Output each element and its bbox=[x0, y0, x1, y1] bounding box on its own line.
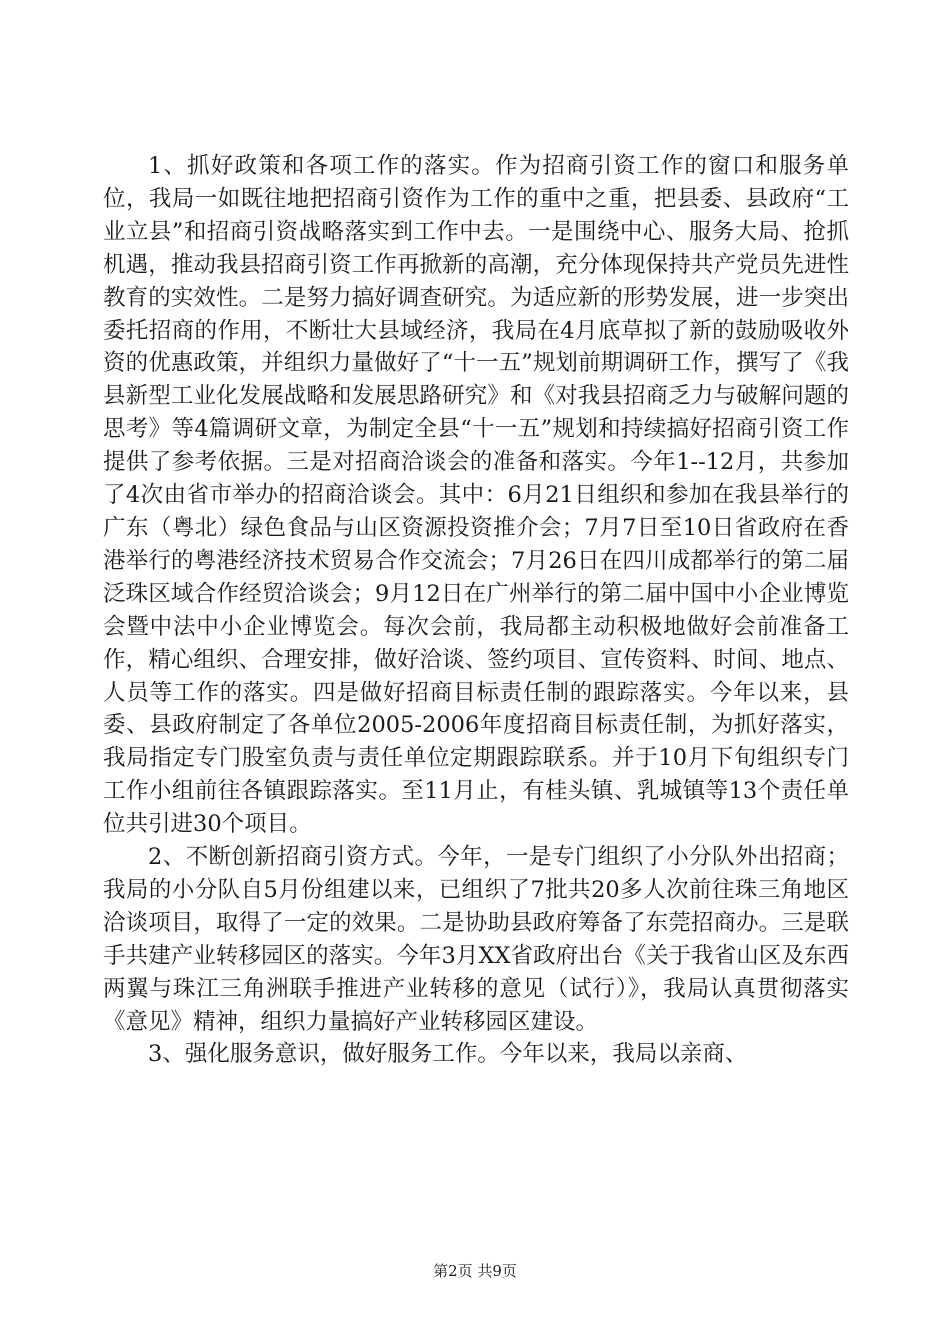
paragraph-3: 3、强化服务意识，做好服务工作。今年以来，我局以亲商、 bbox=[148, 1041, 748, 1068]
paragraph-2: 2、不断创新招商引资方式。今年，一是专门组织了小分队外出招商；我局的小分队自5月份组建以来，已组织了7批共20多人次前往珠三角地区洽谈项目，取得了一定的效果。二是协助县政府筹备了东莞招商办。三是联手共建产业转移园区的落实。今年3月XX省政府出台《关于我省山区及东西两翼与珠江三角洲联手推进产业转移的意见（试行）》，我局认真贯彻落实《意见》精神，组织力量搞好产业转移园区建设。 bbox=[103, 844, 849, 1035]
body-text bbox=[103, 150, 849, 1071]
paragraph-1: 1、抓好政策和各项工作的落实。作为招商引资工作的窗口和服务单位，我局一如既往地把招商引资作为工作的重中之重，把县委、县政府“工业立县”和招商引资战略落实到工作中去。一是围绕中心、服务大局、抢抓机遇，推动我县招商引资工作再掀新的高潮，充分体现保持共产党员先进性教育的实效性。二是努力搞好调查研究。为适应新的形势发展，进一步突出委托招商的作用，不断壮大县域经济，我局在4月底草拟了新的鼓励吸收外资的优惠政策，并组织力量做好了“十一五”规划前期调研工作，撰写了《我县新型工业化发展战略和发展思路研究》和《对我县招商乏力与破解问题的思考》等4篇调研文章，为制定全县“十一五”规划和持续搞好招商引资工作提供了参考依据。三是对招商洽谈会的准备和落实。今年1--12月，共参加了4次由省市举办的招商洽谈会。其中：6月21日组织和参加在我县举行的广东（粤北）绿色食品与山区资源投资推介会；7月7日至10日省政府在香港举行的粤港经济技术贸易合作交流会；7月26日在四川成都举行的第二届泛珠区域合作经贸洽谈会；9月12日在广州举行的第二届中国中小企业博览会暨中法中小企业博览会。每次会前，我局都主动积极地做好会前准备工作，精心组织、合理安排，做好洽谈、签约项目、宣传资料、时间、地点、人员等工作的落实。四是做好招商目标责任制的跟踪落实。今年以来，县委、县政府制定了各单位2005-2006年度招商目标责任制，为抓好落实，我局指定专门股室负责与责任单位定期跟踪联系。并于10月下旬组织专门工作小组前往各镇跟踪落实。至11月止，有桂头镇、乳城镇等13个责任单位共引进30个项目。 bbox=[103, 153, 849, 838]
page-number-footer: 第2页 共9页 bbox=[433, 1262, 517, 1280]
